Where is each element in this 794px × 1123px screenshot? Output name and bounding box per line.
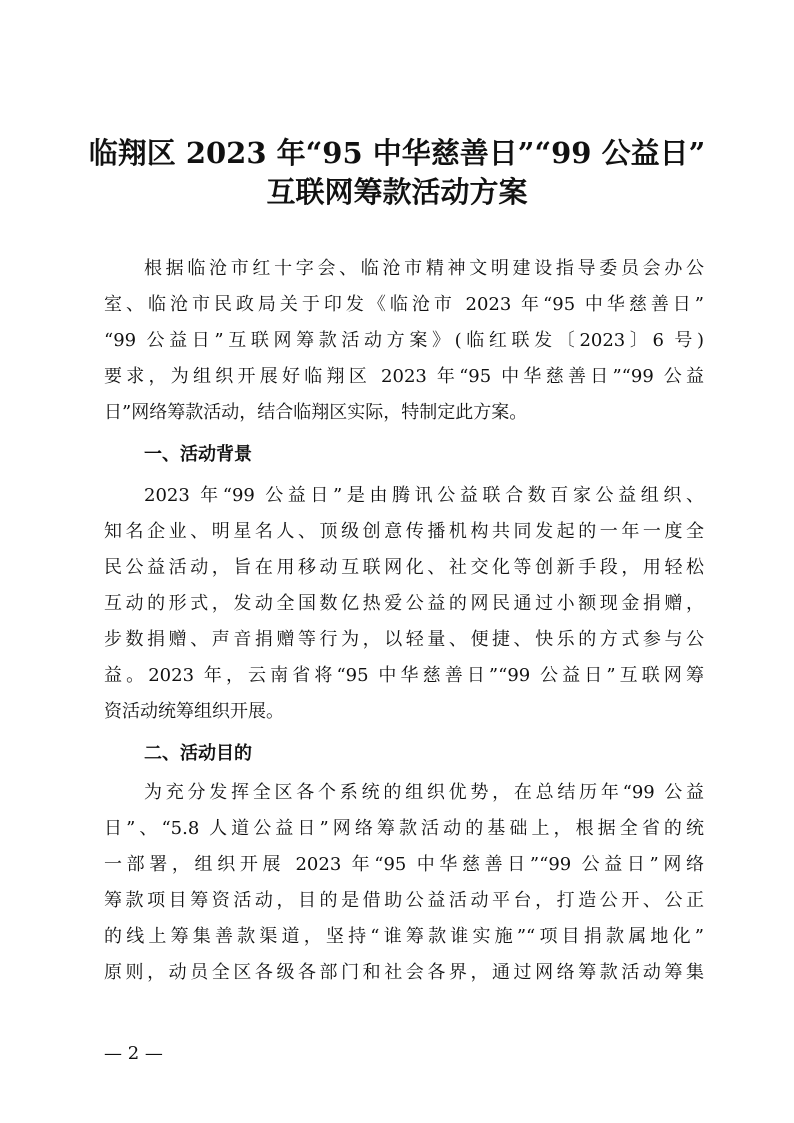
section1-line: 益。2023 年，云南省将“95 中华慈善日”“99 公益日”互联网筹: [104, 665, 704, 686]
section1-line: 步数捐赠、声音捐赠等行为，以轻量、便捷、快乐的方式参与公: [104, 629, 704, 650]
intro-line: 要求，为组织开展好临翔区 2023 年“95 中华慈善日”“99 公益: [104, 366, 704, 387]
intro-line: “99 公益日”互联网筹款活动方案》(临红联发〔2023〕6 号): [104, 330, 704, 351]
section1-line: 民公益活动，旨在用移动互联网化、社交化等创新手段，用轻松: [104, 557, 704, 578]
section2-line: 为充分发挥全区各个系统的组织优势，在总结历年“99 公益: [144, 782, 704, 803]
document-title-line-1: 临翔区 2023 年“95 中华慈善日”“99 公益日”: [88, 136, 706, 170]
intro-line: 根据临沧市红十字会、临沧市精神文明建设指导委员会办公: [144, 258, 704, 279]
section1-line: 资活动统筹组织开展。: [104, 701, 284, 722]
intro-line: 室、临沧市民政局关于印发《临沧市 2023 年“95 中华慈善日”: [104, 294, 704, 315]
page-number: — 2 —: [104, 1043, 163, 1064]
intro-line: 日”网络筹款活动，结合临翔区实际，特制定此方案。: [104, 402, 528, 423]
section1-line: 互动的形式，发动全国数亿热爱公益的网民通过小额现金捐赠，: [104, 593, 704, 614]
section2-line: 一部署，组织开展 2023 年“95 中华慈善日”“99 公益日”网络: [104, 854, 704, 875]
section-heading-purpose: 二、活动目的: [144, 743, 252, 764]
document-title-line-2: 互联网筹款活动方案: [266, 175, 528, 209]
section2-line: 的线上筹集善款渠道，坚持“谁筹款谁实施”“项目捐款属地化”: [104, 926, 704, 947]
section-heading-background: 一、活动背景: [144, 444, 252, 465]
section2-line: 原则，动员全区各级各部门和社会各界，通过网络筹款活动筹集: [104, 962, 704, 983]
section1-line: 2023 年“99 公益日”是由腾讯公益联合数百家公益组织、: [144, 485, 704, 506]
section1-line: 知名企业、明星名人、顶级创意传播机构共同发起的一年一度全: [104, 521, 704, 542]
section2-line: 筹款项目筹资活动，目的是借助公益活动平台，打造公开、公正: [104, 890, 704, 911]
section2-line: 日”、“5.8 人道公益日”网络筹款活动的基础上，根据全省的统: [104, 818, 704, 839]
